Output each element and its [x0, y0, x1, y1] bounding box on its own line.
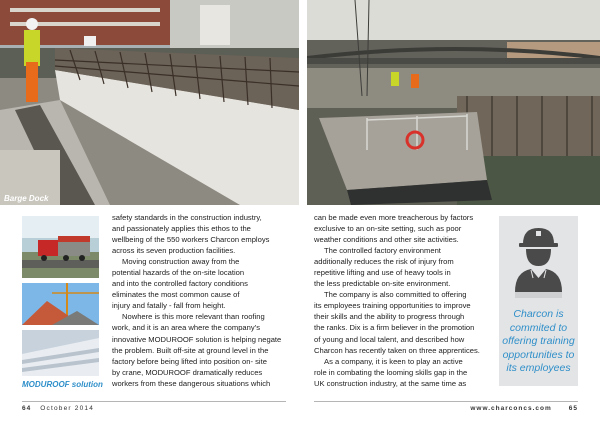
body-line: and passionately applies this ethos to the [112, 224, 251, 234]
pull-quote-box [499, 216, 578, 386]
body-line: repetitive lifting and use of heavy tools in [314, 268, 451, 278]
body-line: Nowhere is this more relevant than roofing [122, 312, 265, 322]
body-line: safety standards in the construction industry, [112, 213, 262, 222]
body-line: workers from these dangerous situations which [112, 378, 271, 388]
body-line: potential hazards of the on-site location [112, 268, 245, 278]
page-number-right: 65 [568, 405, 578, 412]
body-line: work, and it is an area where the company’s [112, 323, 261, 333]
page-number-left: 64 [22, 405, 32, 412]
body-line: weather conditions and other site activities. [314, 235, 459, 245]
body-line: UK construction industry, at the same time as [314, 378, 467, 388]
pull-quote-line: Charcon is [513, 308, 564, 320]
photo-truck [22, 216, 99, 278]
photo-barge-river [307, 0, 600, 205]
body-column-left [112, 212, 292, 389]
body-line: As a company, it is keen to play an active [324, 356, 463, 366]
body-line: across its seven production facilities. [112, 246, 236, 256]
pull-quote-line: commited to [509, 321, 568, 334]
body-line: their skills and the ability to progress through [314, 312, 465, 322]
footer-rule-right [314, 401, 578, 402]
body-line: can be made even more treacherous by factors [314, 213, 474, 222]
photo-barge-dock [0, 0, 299, 205]
footer-rule-left [22, 401, 286, 402]
body-column-right [314, 212, 494, 389]
body-line: innovative MODUROOF solution is helping negate [112, 334, 282, 344]
body-line: of young and local talent, and described how [314, 334, 465, 344]
footer-left [22, 405, 94, 412]
pull-quote-line: opportunities to [502, 348, 575, 361]
body-line: wellbeing of the 550 workers Charcon employs [112, 235, 270, 245]
body-line: The controlled factory environment [324, 246, 441, 256]
body-line: and into the controlled factory conditions [112, 279, 248, 289]
body-line: Moving construction away from the [122, 257, 240, 267]
side-photo-caption: MODUROOF solution [22, 380, 103, 389]
pull-quote-line: its employees [506, 362, 571, 374]
body-line: additionally reduces the risk of injury from [314, 257, 454, 267]
issue-date: October 2014 [40, 405, 95, 412]
footer-right [470, 405, 578, 412]
body-line: factory before being lifted into position on- site [112, 356, 267, 366]
body-line: exclusive to an on-site setting, such as poor [314, 224, 462, 234]
body-line: The company is also committed to offering [324, 290, 467, 300]
worker-hardhat-icon [511, 222, 566, 307]
body-line: injury and fatally - fall from height. [112, 301, 226, 311]
pull-quote-line: offering training [502, 335, 575, 347]
body-line: Charcon has recently taken on three apprentices. [314, 345, 480, 355]
photo-caption: Barge Dock [4, 194, 49, 203]
website-url[interactable]: www.charconcs.com [470, 405, 552, 412]
photo-moduroof-units [22, 330, 99, 376]
photo-crane-roof [22, 283, 99, 325]
body-line: eliminates the most common cause of [112, 290, 240, 300]
body-line: the ranks. Dix is a firm believer in the promotion [314, 323, 475, 333]
body-line: its employees training opportunities to improve [314, 301, 471, 311]
body-line: by crane, MODUROOF dramatically reduces [112, 367, 263, 377]
body-line: the problem. Built off-site at ground level in the [112, 345, 269, 355]
body-line: the less predictable on-site environment. [314, 279, 451, 289]
pull-quote-text [499, 308, 578, 376]
body-line: role in combating the looming skills gap in the [314, 367, 468, 377]
